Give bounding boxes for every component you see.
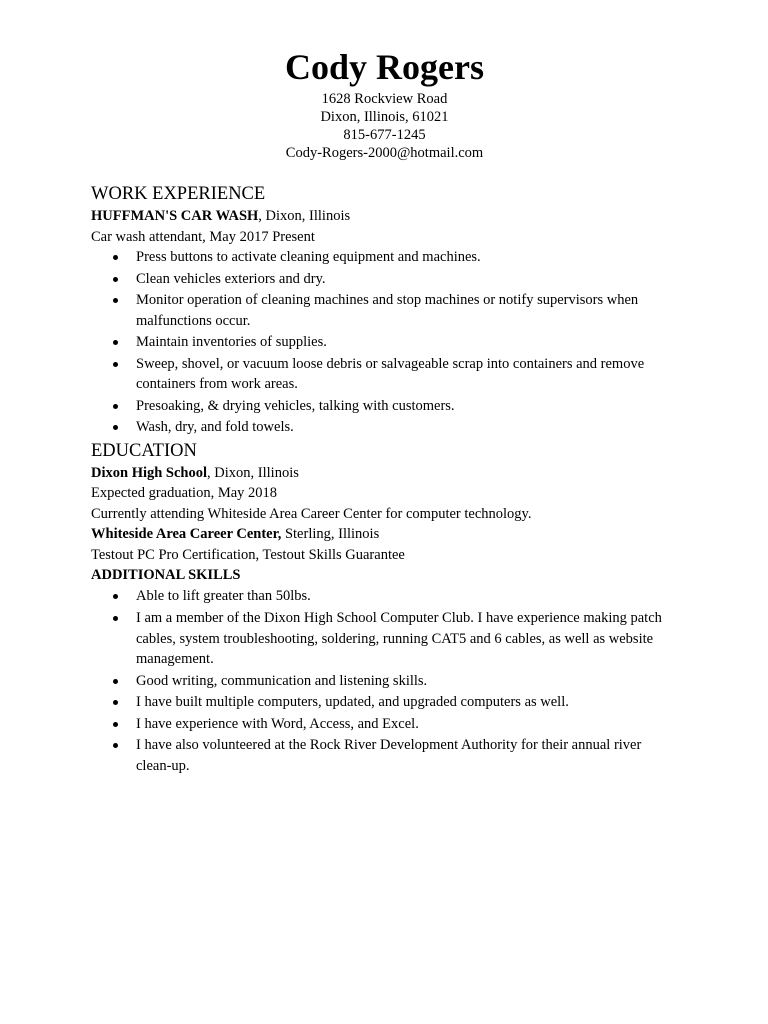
work-experience-heading: WORK EXPERIENCE — [91, 184, 266, 204]
bullet-icon — [113, 298, 118, 303]
work-experience-section — [91, 182, 678, 438]
additional-skills-section — [91, 565, 678, 776]
school-1-location: , Dixon, Illinois — [207, 464, 299, 481]
bullet-icon — [113, 594, 118, 599]
bullet-icon — [113, 679, 118, 684]
employer-line — [91, 206, 678, 227]
address-line-2: Dixon, Illinois, 61021 — [320, 109, 449, 125]
school-1-name: Dixon High School — [91, 464, 208, 481]
list-item: Wash, dry, and fold towels. — [91, 417, 678, 438]
employer-name: HUFFMAN'S CAR WASH — [91, 208, 259, 224]
bullet-icon — [113, 700, 118, 705]
school-2-name: Whiteside Area Career Center, — [91, 526, 282, 543]
list-item: Clean vehicles exteriors and dry. — [91, 269, 678, 290]
bullet-icon — [113, 362, 118, 367]
list-item: I have also volunteered at the Rock River Development Authority for their annual river clean-up. — [91, 735, 678, 776]
employer-location: , Dixon, Illinois — [258, 208, 351, 224]
phone-number: 815-677-1245 — [343, 127, 426, 143]
list-item: Able to lift greater than 50lbs. — [91, 586, 678, 607]
graduation-line: Expected graduation, May 2018 — [91, 485, 278, 502]
bullet-icon — [113, 616, 118, 621]
list-item: Presoaking, & drying vehicles, talking with customers. — [91, 396, 678, 417]
school-2-line — [91, 524, 678, 545]
bullet-icon — [113, 255, 118, 260]
bullet-icon — [113, 743, 118, 748]
bullet-icon — [113, 425, 118, 430]
list-item: Press buttons to activate cleaning equipment and machines. — [91, 247, 678, 268]
education-section — [91, 439, 678, 566]
additional-skills-heading: ADDITIONAL SKILLS — [91, 567, 241, 584]
school-1-line — [91, 463, 678, 484]
list-item: I have experience with Word, Access, and Excel. — [91, 714, 678, 735]
skills-list — [91, 586, 678, 776]
list-item: I am a member of the Dixon High School Computer Club. I have experience making patch cables, system troubleshooting, soldering, running CAT5 and 6 cables, as well as website management. — [91, 608, 678, 670]
bullet-icon — [113, 404, 118, 409]
address-line-1: 1628 Rockview Road — [321, 91, 448, 107]
bullet-icon — [113, 722, 118, 727]
list-item: Maintain inventories of supplies. — [91, 332, 678, 353]
bullet-icon — [113, 340, 118, 345]
candidate-name: Cody Rogers — [285, 47, 484, 87]
certification-line: Testout PC Pro Certification, Testout Skills Guarantee — [91, 546, 405, 563]
position-line: Car wash attendant, May 2017 Present — [91, 228, 315, 245]
email-address: Cody-Rogers-2000@hotmail.com — [285, 145, 484, 161]
education-heading: EDUCATION — [91, 440, 197, 461]
bullet-icon — [113, 277, 118, 282]
current-attendance-line: Currently attending Whiteside Area Career Center for computer technology. — [91, 505, 532, 522]
list-item: Monitor operation of cleaning machines and stop machines or notify supervisors when malfunctions occur. — [91, 290, 678, 331]
list-item: Good writing, communication and listening skills. — [91, 671, 678, 692]
list-item: Sweep, shovel, or vacuum loose debris or salvageable scrap into containers and remove containers from work areas. — [91, 354, 678, 395]
resume-header — [91, 44, 678, 162]
school-2-location: Sterling, Illinois — [281, 526, 380, 543]
work-duties-list — [91, 247, 678, 438]
list-item: I have built multiple computers, updated, and upgraded computers as well. — [91, 692, 678, 713]
